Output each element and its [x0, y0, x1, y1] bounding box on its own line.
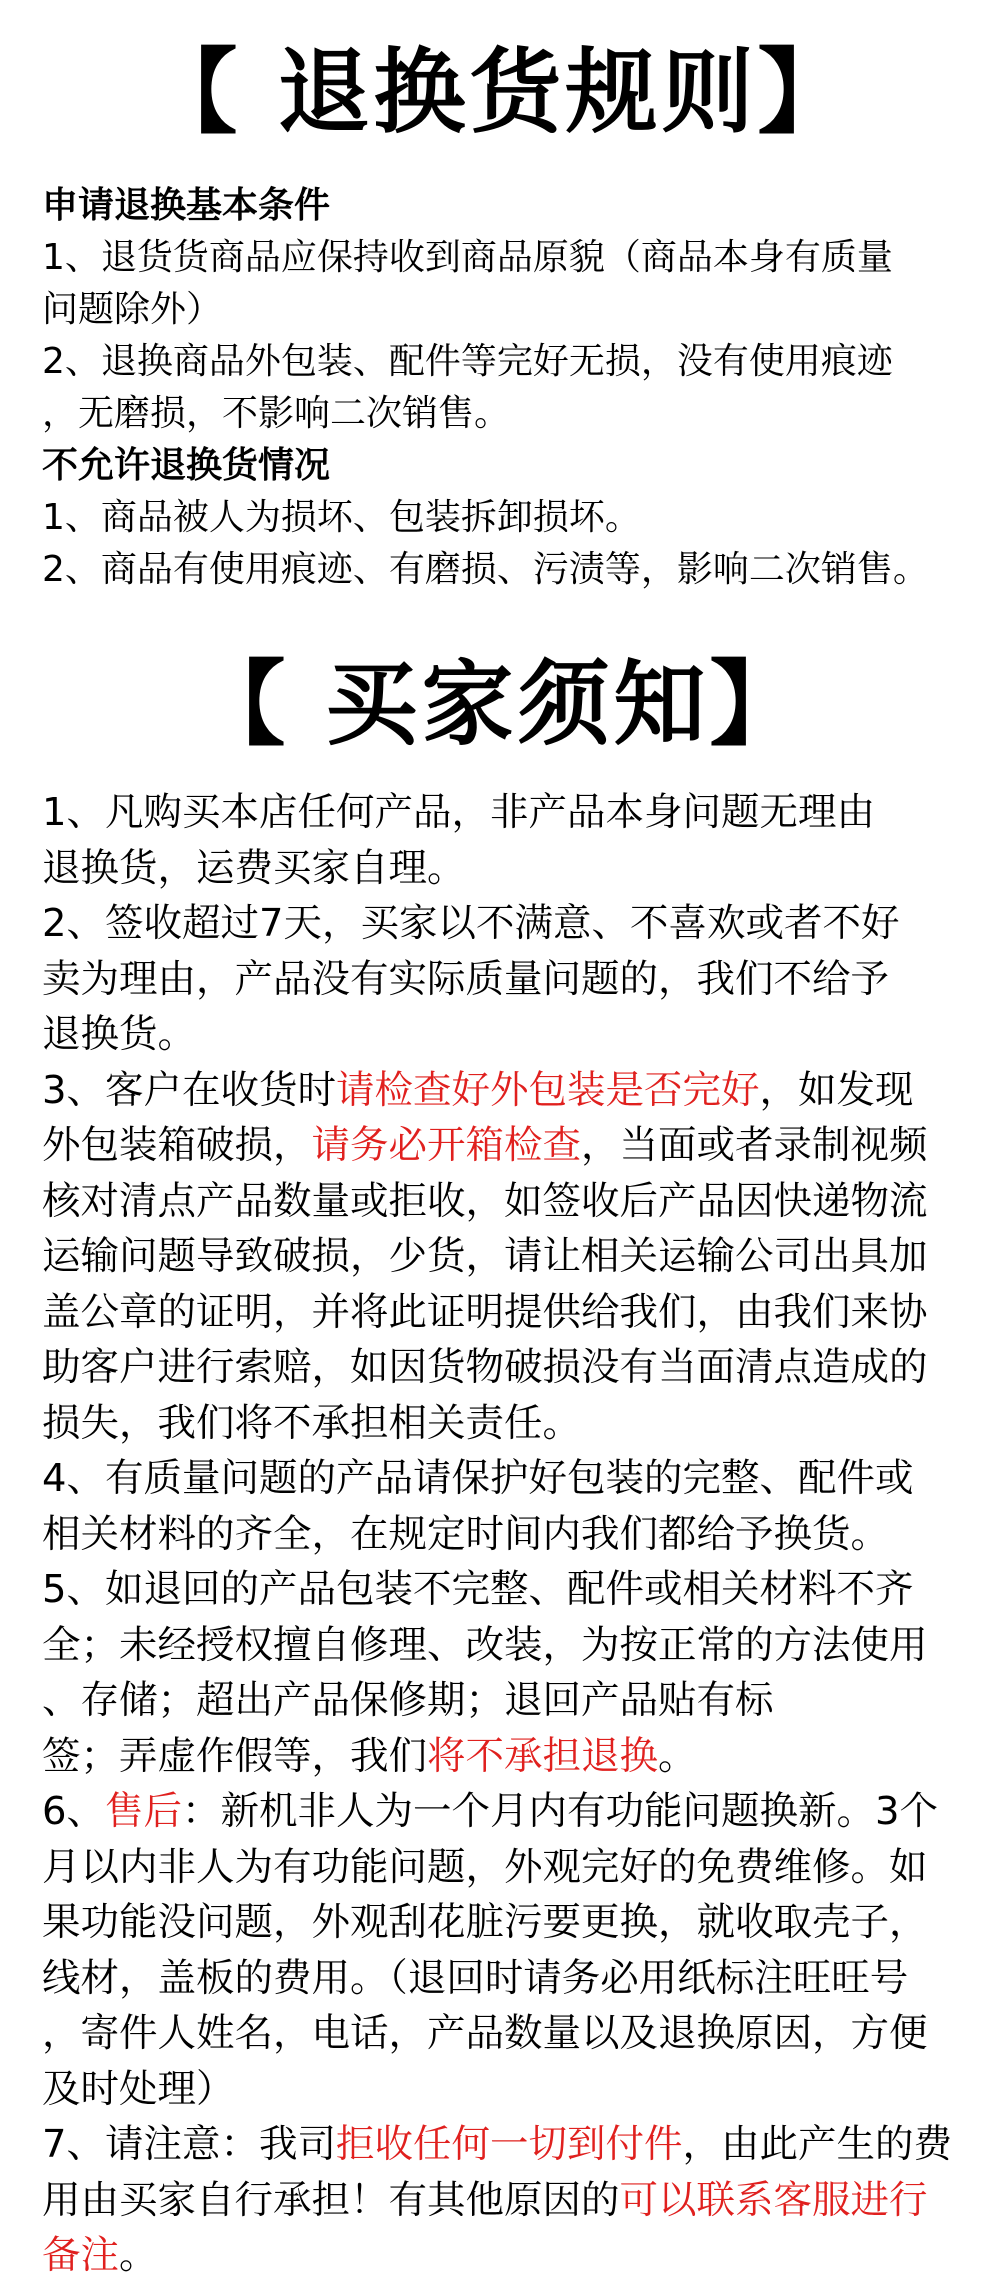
section2-line — [42, 1174, 992, 1230]
section2-line — [42, 785, 992, 841]
body-text: 7、请注意：我司 — [42, 2122, 336, 2167]
body-text: 相关材料的齐全，在规定时间内我们都给予换货。 — [42, 1511, 890, 1557]
body-text: 损失，我们将不承担相关责任。 — [42, 1400, 582, 1446]
section2-line — [42, 1118, 992, 1174]
section1-line — [42, 440, 992, 492]
body-text: 卖为理由，产品没有实际质量问题的，我们不给予 — [42, 956, 890, 1002]
body-text: 运输问题导致破损，少货，请让相关运输公司出具加 — [42, 1234, 928, 1279]
highlight-text: 请检查好外包装是否完好 — [336, 1067, 760, 1113]
body-text: ，寄件人姓名，电话，产品数量以及退换原因，方便 — [42, 2011, 928, 2056]
section1-line — [42, 284, 992, 336]
body-text: 盖公章的证明，并将此证明提供给我们，由我们来协 — [42, 1289, 928, 1335]
body-text: 用由买家自行承担！有其他原因的 — [42, 2177, 620, 2223]
body-text: 1、凡购买本店任何产品，非产品本身问题无理由 — [42, 790, 875, 835]
section1-line — [42, 544, 992, 596]
section2-line — [42, 1063, 992, 1119]
section2-line — [42, 1340, 992, 1396]
section2-line — [42, 896, 992, 952]
highlight-text: 备注 — [42, 2233, 120, 2278]
highlight-text: 售后 — [105, 1789, 183, 1834]
section2-line — [42, 1229, 992, 1285]
subheading-text: 申请退换基本条件 — [42, 185, 331, 226]
section2-line — [42, 1618, 992, 1674]
body-text: 。 — [658, 1733, 697, 1779]
buyer-notice-section — [42, 785, 992, 2284]
body-text: 。 — [119, 2233, 158, 2278]
body-text: 助客户进行索赔，如因货物破损没有当面清点造成的 — [42, 1345, 928, 1390]
body-text: ：新机非人为一个月内有功能问题换新。3个 — [182, 1789, 939, 1834]
body-text: ，如发现 — [759, 1067, 914, 1113]
section2-line — [42, 2228, 992, 2284]
body-text: 线材，盖板的费用。（退回时请务必用纸标注旺旺号 — [42, 1955, 909, 2001]
body-text: 问题除外） — [42, 289, 223, 330]
body-text: 果功能没问题，外观刮花脏污要更换，就收取壳子， — [42, 1900, 928, 1945]
section2-line — [42, 1285, 992, 1341]
return-rules-section — [42, 180, 992, 596]
section1-line — [42, 388, 992, 440]
section2-line — [42, 1507, 992, 1563]
body-text: 2、签收超过7天，买家以不满意、不喜欢或者不好 — [42, 901, 900, 946]
highlight-text: 请务必开箱检查 — [311, 1123, 582, 1168]
body-text: 2、商品有使用痕迹、有磨损、污渍等，影响二次销售。 — [42, 549, 929, 590]
section1-line — [42, 180, 992, 232]
section2-line — [42, 1562, 992, 1618]
section2-line — [42, 1007, 992, 1063]
highlight-text: 可以联系客服进行 — [619, 2177, 928, 2223]
section2-line — [42, 952, 992, 1008]
body-text: 退换货，运费买家自理。 — [42, 845, 466, 891]
body-text: 1、退货货商品应保持收到商品原貌（商品本身有质量 — [42, 237, 893, 278]
highlight-text: 拒收任何一切到付件 — [336, 2122, 683, 2167]
body-text: 4、有质量问题的产品请保护好包装的完整、配件或 — [42, 1456, 914, 1501]
body-text: 1、商品被人为损坏、包装拆卸损坏。 — [42, 497, 641, 538]
section2-line — [42, 1840, 992, 1896]
body-text: 退换货。 — [42, 1012, 197, 1057]
section1-line — [42, 232, 992, 284]
section2-line — [42, 1784, 992, 1840]
section2-line — [42, 2062, 992, 2118]
section2-line — [42, 1951, 992, 2007]
body-text: ，无磨损，不影响二次销售。 — [42, 393, 511, 434]
body-text: 外包装箱破损， — [42, 1123, 312, 1168]
body-text: 签；弄虚作假等，我们 — [42, 1733, 428, 1779]
section2-line — [42, 1451, 992, 1507]
body-text: ，由此产生的费 — [682, 2122, 953, 2167]
section2-line — [42, 1729, 992, 1785]
body-text: 核对清点产品数量或拒收，如签收后产品因快递物流 — [42, 1178, 928, 1224]
subheading-text: 不允许退换货情况 — [42, 445, 331, 486]
body-text: 5、如退回的产品包装不完整、配件或相关材料不齐 — [42, 1567, 914, 1612]
highlight-text: 将不承担退换 — [427, 1733, 659, 1779]
body-text: 及时处理） — [42, 2066, 235, 2112]
body-text: 月以内非人为有功能问题，外观完好的免费维修。如 — [42, 1844, 928, 1890]
return-rules-title: 【 退换货规则】 — [145, 39, 854, 146]
body-text: ，当面或者录制视频 — [581, 1123, 928, 1168]
body-text: 3、客户在收货时 — [42, 1067, 336, 1113]
section2-line — [42, 2173, 992, 2229]
section2-line — [42, 1396, 992, 1452]
section2-line — [42, 2117, 992, 2173]
section2-line — [42, 1895, 992, 1951]
buyer-notice-title: 【 买家须知】 — [193, 651, 806, 758]
section2-line — [42, 1673, 992, 1729]
body-text: 全；未经授权擅自修理、改装，为按正常的方法使用 — [42, 1622, 928, 1668]
body-text: 、存储；超出产品保修期；退回产品贴有标 — [42, 1678, 774, 1723]
body-text: 6、 — [42, 1789, 105, 1834]
section1-line — [42, 492, 992, 544]
section2-line — [42, 841, 992, 897]
section2-line — [42, 2006, 992, 2062]
body-text: 2、退换商品外包装、配件等完好无损，没有使用痕迹 — [42, 341, 893, 382]
section1-line — [42, 336, 992, 388]
